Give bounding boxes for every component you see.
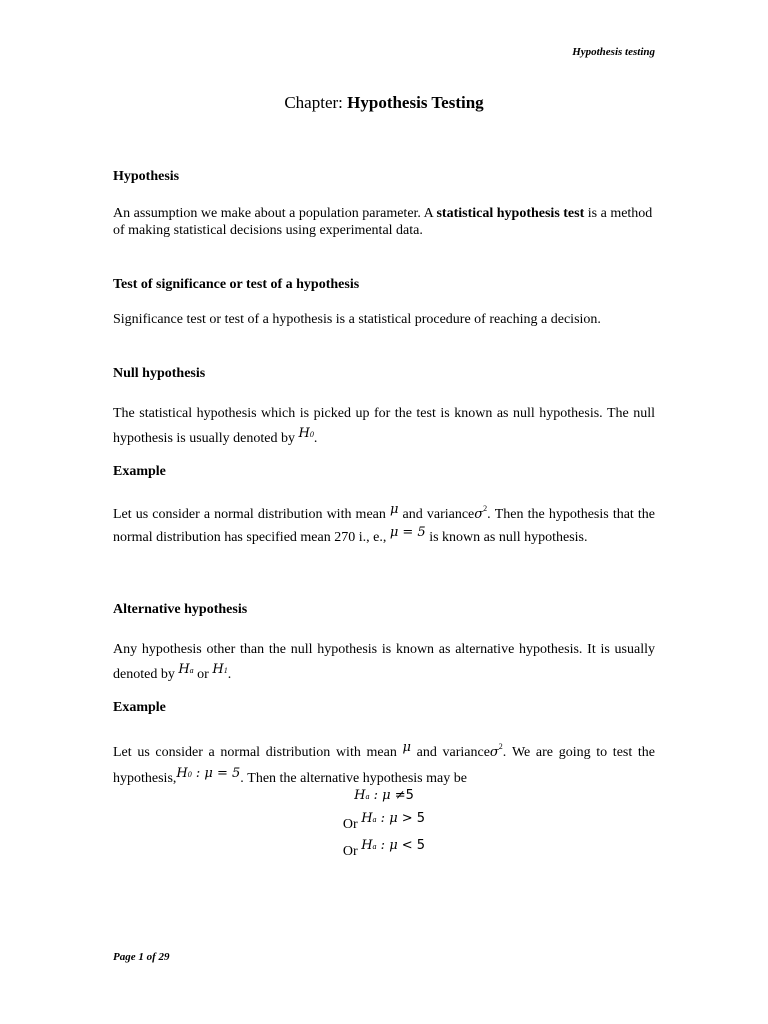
text-run: Any hypothesis other than the null hypothesis is known as alternative hypothesis. It is usually denoted by [113, 642, 655, 682]
formula-prefix: Or [342, 817, 358, 832]
formula-rhs: > 5 [401, 811, 426, 826]
text-run: An assumption we make about a population parameter. A [113, 206, 433, 221]
sym-h: H [361, 838, 373, 853]
bold-term: statistical hypothesis test [436, 206, 585, 221]
paragraph-alternative-hypothesis [113, 637, 655, 688]
equation-h0 [176, 766, 240, 781]
sym-sub: a [372, 842, 377, 851]
text-run: The statistical hypothesis which is picked up for the test is known as null hypothesis. The null hypothesis is usually denoted by [113, 406, 655, 446]
sym-h: H [361, 811, 373, 826]
formula-prefix: Or [342, 844, 358, 859]
paragraph-hypothesis [113, 205, 655, 239]
sym-h: H [178, 662, 190, 677]
symbol-mu: μ [402, 740, 411, 755]
equation-mu-equals-5: μ = 5 [389, 525, 426, 540]
paragraph-example-2 [113, 740, 655, 792]
text-run: Let us consider a normal distribution with mean [113, 745, 397, 760]
running-header: Hypothesis testing [572, 46, 655, 58]
symbol-h1 [212, 662, 227, 677]
symbol-ha [178, 662, 193, 677]
sym-rel: : μ = 5 [191, 766, 241, 781]
sym-sub: 0 [309, 430, 314, 439]
chapter-main-title: Hypothesis Testing [347, 93, 484, 112]
symbol-sigma: σ [489, 745, 499, 760]
sym-h: H [176, 766, 188, 781]
heading-alternative-hypothesis: Alternative hypothesis [113, 602, 248, 617]
paragraph-null-hypothesis [113, 401, 655, 452]
sym-sub: a [365, 792, 370, 801]
text-run: Let us consider a normal distribution with mean [113, 507, 386, 522]
heading-example-2: Example [113, 700, 166, 715]
sym-sub: a [189, 666, 194, 675]
symbol-square: 2 [498, 742, 503, 751]
symbol-mu: μ [389, 502, 399, 517]
sym-sub: 1 [223, 666, 228, 675]
sym-h: H [212, 662, 224, 677]
text-run: . [313, 431, 318, 446]
heading-hypothesis: Hypothesis [113, 169, 180, 184]
chapter-title [0, 93, 768, 113]
text-run: and variance [416, 745, 490, 760]
text-run: is a method of making statistical decisions using experimental data. [113, 206, 653, 238]
text-run: and variance [402, 507, 475, 522]
sym-rel: : μ [376, 838, 402, 853]
paragraph-example-1 [113, 504, 655, 549]
sym-h: H [298, 426, 310, 441]
sym-sub: a [372, 815, 377, 824]
text-run: . Then the hypothesis that the normal distribution has specified mean 270 i., e., [113, 507, 656, 545]
page-number-footer: Page 1 of 29 [113, 951, 170, 963]
sym-h: H [354, 788, 366, 803]
formula-rhs: < 5 [401, 838, 426, 853]
symbol-sigma: σ [474, 507, 484, 522]
text-run: . Then the alternative hypothesis may be [240, 771, 467, 786]
sym-rel: : μ [369, 788, 395, 803]
heading-significance: Test of significance or test of a hypothesis [113, 277, 360, 292]
symbol-square: 2 [483, 504, 488, 513]
formula-not-equal [0, 788, 768, 804]
text-run: . We are going to test the hypothesis, [113, 745, 656, 786]
formula-greater-than [0, 811, 768, 832]
text-run: . [227, 667, 232, 682]
sym-sub: 0 [187, 770, 192, 779]
text-run: or [197, 667, 209, 682]
paragraph-significance: Significance test or test of a hypothesis is a statistical procedure of reaching a decision. [113, 312, 601, 327]
formula-less-than [0, 838, 768, 859]
heading-null-hypothesis: Null hypothesis [113, 366, 206, 381]
heading-example-1: Example [113, 464, 166, 479]
symbol-h0 [299, 426, 314, 441]
chapter-prefix: Chapter: [284, 93, 343, 112]
formula-rhs: ≠5 [394, 788, 414, 803]
text-run: is known as null hypothesis. [429, 530, 588, 545]
sym-rel: : μ [376, 811, 402, 826]
